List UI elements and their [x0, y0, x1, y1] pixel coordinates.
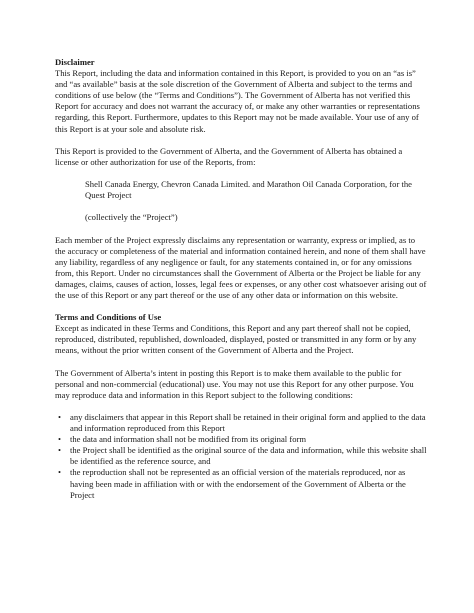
list-item-text: the reproduction shall not be represented as an official version of the materials reproduced, nor as having been made in affiliation with or with the endorsement of the Government of Alberta or the Project [70, 467, 406, 500]
terms-paragraph-2: The Government of Alberta’s intent in posting this Report is to make them available to the public for personal and non-commercial (educational) use. You may not use this Report for any other purpose. You may reproduce data and information in this Report subject to the following conditions: [55, 367, 414, 400]
disclaimer-heading: Disclaimer [55, 57, 95, 67]
project-companies: Shell Canada Energy, Chevron Canada Limited. and Marathon Oil Canada Corporation, for the Quest Project [85, 179, 412, 201]
disclaimer-paragraph-2: This Report is provided to the Government of Alberta, and the Government of Alberta has obtained a license or other authorization for use of the Reports, from: [55, 145, 403, 167]
bullet-icon: • [58, 434, 62, 445]
terms-heading: Terms and Conditions of Use [55, 312, 162, 323]
list-item [55, 467, 427, 500]
list-item [55, 445, 427, 467]
disclaimer-paragraph-3: Each member of the Project expressly disclaims any representation or warranty, express or implied, as to the accuracy or completeness of the material and information contained herein, and none of them shall have any liability, regardless of any negligence or fault, for any statements contained in, or for any omissions from, this Report. Under no circumstances shall the Government of Alberta or the Project be liable for any damages, claims, causes of action, losses, legal fees or expenses, or any other cost whatsoever arising out of the use of this Report or any part thereof or the use of any other data or information on this website. [55, 234, 427, 300]
paragraph-gap [55, 401, 427, 412]
list-item-text: the data and information shall not be modified from its original form [70, 434, 307, 445]
bullet-icon: • [58, 412, 62, 422]
list-item [55, 434, 427, 445]
paragraph-gap [55, 301, 427, 312]
list-item-text: the Project shall be identified as the original source of the data and information, while this website shall be identified as the reference source, and [70, 445, 427, 467]
paragraph-gap [55, 357, 427, 368]
terms-paragraph-1: Except as indicated in these Terms and Conditions, this Report and any part thereof shall not be copied, reproduced, distributed, republished, downloaded, displayed, posted or transmitted in any form or by any means, without the prior written consent of the Government of Alberta and the Project. [55, 323, 417, 356]
disclaimer-paragraph-1: This Report, including the data and information contained in this Report, is provided to you on an “as is” and “as available” basis at the sole discretion of the Government of Alberta and subject to the terms and conditions of use below (the “Terms and Conditions”). The Government of Alberta has not verified this Report for accuracy and does not warrant the accuracy of, or make any other warranties or representations regarding, this Report. Furthermore, updates to this Report may not be made available. Your use of any of this Report is at your sole and absolute risk. [55, 68, 420, 134]
document-page [55, 57, 427, 501]
conditions-list [55, 412, 427, 501]
paragraph-gap [55, 201, 427, 212]
bullet-icon: • [58, 467, 62, 478]
project-collectively: (collectively the “Project”) [85, 212, 178, 223]
list-item [55, 412, 427, 434]
paragraph-gap [55, 135, 427, 146]
paragraph-gap [55, 223, 427, 234]
paragraph-gap [55, 168, 427, 179]
list-item-text: any disclaimers that appear in this Report shall be retained in their original form and applied to the data and information reproduced from this Report [70, 412, 426, 434]
bullet-icon: • [58, 445, 62, 456]
